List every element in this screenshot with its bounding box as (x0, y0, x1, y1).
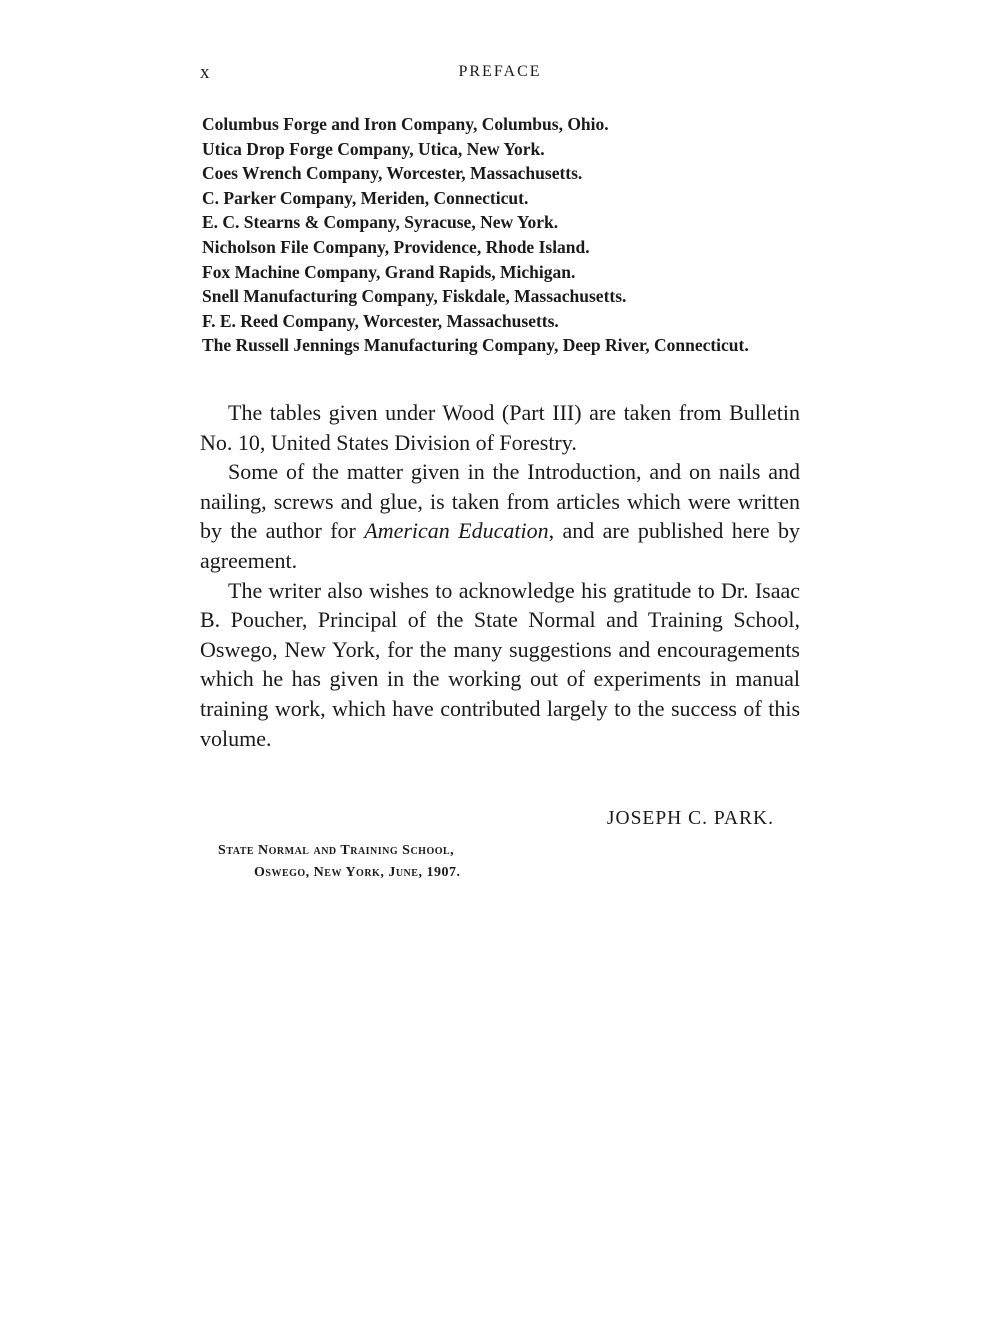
company-list-item: F. E. Reed Company, Worcester, Massachusetts. (202, 310, 559, 331)
company-list-item: Snell Manufacturing Company, Fiskdale, Massachusetts. (202, 286, 627, 307)
dateline-place-date-text: Oswego, New York, June, 1907. (254, 865, 461, 880)
author-signature: JOSEPH C. PARK. (606, 808, 774, 829)
page-number: x (200, 62, 211, 83)
company-list-item: The Russell Jennings Manufacturing Company, Deep River, Connecticut. (202, 335, 749, 356)
running-head (200, 62, 800, 86)
paragraph-text: Some of the matter given in the Introduction, and on nails and nailing, screws and glue, is taken from articles which were written by the author for (200, 459, 800, 544)
company-list-item: Fox Machine Company, Grand Rapids, Michigan. (202, 261, 576, 282)
company-list-item: Nicholson File Company, Providence, Rhode Island. (202, 236, 590, 257)
company-list-item: Columbus Forge and Iron Company, Columbus, Ohio. (202, 114, 609, 134)
paragraph-text: , and are published here by agreement. (200, 518, 801, 573)
preface-body (200, 398, 800, 753)
dateline-institution: State Normal and Training School, (218, 843, 455, 858)
dateline-place-date (218, 862, 460, 884)
company-list-item: E. C. Stearns & Company, Syracuse, New York. (202, 212, 559, 233)
paragraph-introduction-source (200, 457, 800, 575)
dateline (218, 840, 460, 884)
paragraph-acknowledgement: The writer also wishes to acknowledge his gratitude to Dr. Isaac B. Poucher, Principal of the State Normal and Training School, Oswego, New York, for the many suggestions and encouragements which he has given in the working out of experiments in manual training work, which have contributed largely to the success of this volume. (200, 577, 800, 751)
company-list-item: Utica Drop Forge Company, Utica, New York. (202, 138, 545, 159)
publication-title: American Education (364, 518, 549, 544)
paragraph-tables-source: The tables given under Wood (Part III) are taken from Bulletin No. 10, United States Division of Forestry. (200, 400, 800, 455)
running-head-title: PREFACE (458, 63, 542, 80)
company-list-item: C. Parker Company, Meriden, Connecticut. (202, 187, 529, 208)
company-list-item: Coes Wrench Company, Worcester, Massachusetts. (202, 163, 583, 184)
company-list (202, 112, 802, 358)
